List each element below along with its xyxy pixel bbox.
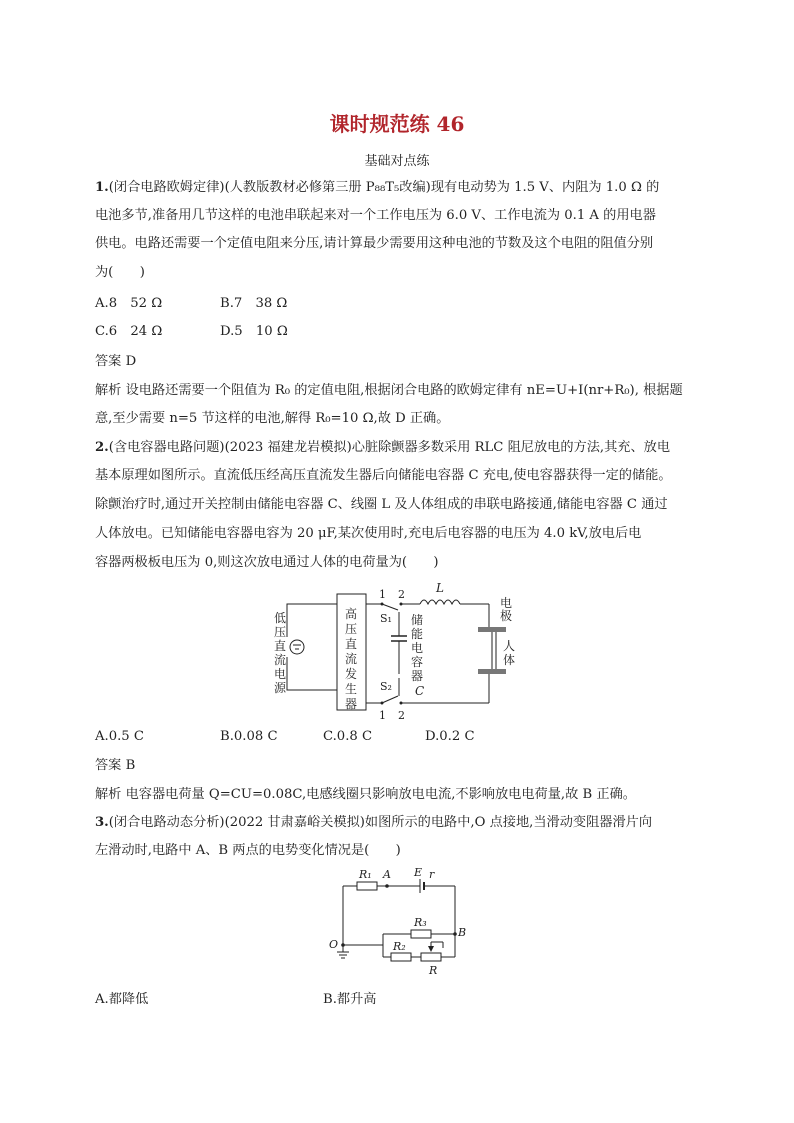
circuit-diagram-q3 bbox=[325, 864, 475, 979]
resistor-r1-icon bbox=[357, 882, 377, 890]
svg-text:L: L bbox=[436, 582, 444, 595]
svg-text:E: E bbox=[414, 866, 423, 879]
svg-text:R₁: R₁ bbox=[359, 868, 372, 881]
q3-text-1: (闭合电路动态分析)(2022 甘肃嘉峪关模拟)如图所示的电路中,O 点接地,当滑动变阻器滑片向 bbox=[108, 815, 653, 830]
low-voltage-source-label bbox=[274, 611, 287, 695]
svg-text:2: 2 bbox=[398, 709, 405, 722]
rheostat-icon bbox=[421, 953, 441, 961]
svg-text:生: 生 bbox=[345, 682, 358, 696]
defibrillator-circuit-diagram bbox=[270, 582, 530, 722]
capacitor-label bbox=[411, 612, 424, 698]
svg-text:低: 低 bbox=[274, 611, 287, 625]
q1-option-b: B.7 38 Ω bbox=[220, 296, 288, 311]
section-subtitle: 基础对点练 bbox=[364, 154, 430, 169]
svg-text:直: 直 bbox=[345, 637, 358, 651]
svg-text:容: 容 bbox=[411, 655, 424, 669]
svg-text:器: 器 bbox=[345, 697, 358, 711]
q1-number: 1. bbox=[95, 180, 109, 195]
q2-number: 2. bbox=[95, 440, 109, 455]
q3-option-b: B.都升高 bbox=[323, 992, 377, 1007]
q1-line-4: 为( ) bbox=[95, 265, 145, 280]
electrode-label bbox=[500, 595, 512, 623]
svg-text:压: 压 bbox=[274, 625, 287, 639]
q1-answer: 答案 D bbox=[95, 354, 137, 369]
q1-line-1 bbox=[95, 180, 659, 196]
svg-text:S₂: S₂ bbox=[380, 680, 392, 693]
q2-option-b: B.0.08 C bbox=[220, 729, 278, 744]
svg-text:电: 电 bbox=[411, 641, 424, 655]
q2-line-2: 基本原理如图所示。直流低压经高压直流发生器后向储能电容器 C 充电,使电容器获得一定的储能。 bbox=[95, 468, 672, 483]
electrode-bottom bbox=[478, 669, 506, 674]
q1-explanation-2: 意,至少需要 n=5 节这样的电池,解得 R₀=10 Ω,故 D 正确。 bbox=[95, 411, 450, 426]
svg-text:C: C bbox=[415, 684, 425, 698]
page-title: 课时规范练 46 bbox=[329, 112, 465, 136]
q1-option-c: C.6 24 Ω bbox=[95, 324, 163, 339]
q1-line-3: 供电。电路还需要一个定值电阻来分压,请计算最少需要用这种电池的节数及这个电阻的阻值分别 bbox=[95, 236, 654, 251]
svg-text:发: 发 bbox=[345, 667, 358, 681]
svg-text:B: B bbox=[458, 926, 467, 939]
dc-source-icon bbox=[290, 640, 304, 654]
q3-line-2: 左滑动时,电路中 A、B 两点的电势变化情况是( ) bbox=[95, 843, 401, 858]
q2-explanation-1: 解析 电容器电荷量 Q=CU=0.08C,电感线圈只影响放电电流,不影响放电电荷量,故 B 正确。 bbox=[95, 787, 636, 802]
svg-text:流: 流 bbox=[345, 652, 358, 666]
svg-text:能: 能 bbox=[411, 627, 424, 641]
q1-option-a: A.8 52 Ω bbox=[95, 296, 163, 311]
q1-line-2: 电池多节,准备用几节这样的电池串联起来对一个工作电压为 6.0 V、工作电流为 0.1 A 的用电器 bbox=[95, 208, 656, 223]
q1-text-1: (闭合电路欧姆定律)(人教版教材必修第三册 P₈₈T₅改编)现有电动势为 1.5 V、内阻为 1.0 Ω 的 bbox=[108, 180, 660, 195]
svg-text:直: 直 bbox=[274, 639, 287, 653]
svg-text:器: 器 bbox=[411, 669, 424, 683]
svg-text:电: 电 bbox=[274, 667, 287, 681]
svg-text:流: 流 bbox=[274, 653, 287, 667]
svg-text:r: r bbox=[429, 868, 435, 881]
q2-text-1: (含电容器电路问题)(2023 福建龙岩模拟)心脏除颤器多数采用 RLC 阻尼放电的方法,其充、放电 bbox=[108, 440, 671, 455]
svg-text:1: 1 bbox=[379, 588, 386, 601]
svg-text:储: 储 bbox=[411, 613, 424, 627]
q2-option-d: D.0.2 C bbox=[425, 729, 475, 744]
svg-text:2: 2 bbox=[398, 588, 405, 601]
q3-number: 3. bbox=[95, 815, 109, 830]
svg-text:O: O bbox=[329, 938, 339, 951]
svg-text:R₂: R₂ bbox=[393, 940, 406, 953]
svg-text:电: 电 bbox=[500, 596, 513, 610]
svg-text:源: 源 bbox=[274, 681, 287, 695]
svg-text:体: 体 bbox=[503, 653, 516, 667]
q3-line-1 bbox=[95, 815, 652, 831]
q2-line-3: 除颤治疗时,通过开关控制由储能电容器 C、线圈 L 及人体组成的串联电路接通,储能电容器 C 通过 bbox=[95, 497, 668, 512]
resistor-r3-icon bbox=[411, 930, 431, 938]
svg-text:R: R bbox=[429, 964, 438, 977]
q2-option-c: C.0.8 C bbox=[323, 729, 373, 744]
body-label bbox=[503, 639, 515, 667]
svg-text:A: A bbox=[383, 868, 391, 881]
svg-text:人: 人 bbox=[503, 639, 516, 653]
svg-text:R₃: R₃ bbox=[414, 916, 427, 929]
q2-option-a: A.0.5 C bbox=[95, 729, 144, 744]
q1-option-d: D.5 10 Ω bbox=[220, 324, 288, 339]
q1-explanation-1: 解析 设电路还需要一个阻值为 R₀ 的定值电阻,根据闭合电路的欧姆定律有 nE=U+I(nr+R₀), 根据题 bbox=[95, 383, 683, 398]
q3-option-a: A.都降低 bbox=[95, 992, 149, 1007]
svg-text:极: 极 bbox=[500, 609, 513, 623]
svg-text:压: 压 bbox=[345, 622, 358, 636]
generator-label bbox=[345, 606, 357, 711]
svg-text:S₁: S₁ bbox=[380, 612, 392, 625]
svg-text:高: 高 bbox=[345, 607, 358, 621]
q2-line-4: 人体放电。已知储能电容器电容为 20 μF,某次使用时,充电后电容器的电压为 4.0 kV,放电后电 bbox=[95, 526, 642, 541]
q2-line-5: 容器两极板电压为 0,则这次放电通过人体的电荷量为( ) bbox=[95, 555, 439, 570]
svg-text:1: 1 bbox=[379, 709, 386, 722]
inductor-icon bbox=[420, 600, 460, 604]
q2-line-1 bbox=[95, 440, 670, 456]
electrode-top bbox=[478, 627, 506, 632]
q2-answer: 答案 B bbox=[95, 758, 136, 773]
resistor-r2-icon bbox=[391, 953, 411, 961]
